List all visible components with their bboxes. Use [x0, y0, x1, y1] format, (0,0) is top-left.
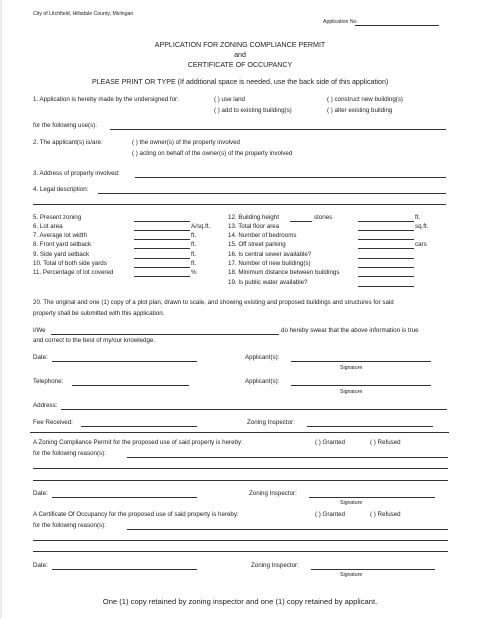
date-label-1: Date: — [33, 354, 48, 361]
applicant-name-field[interactable] — [51, 334, 279, 335]
permit-reasons-field-2[interactable] — [33, 468, 448, 469]
q1-use-field[interactable] — [110, 129, 446, 130]
permit-granted[interactable]: ( ) Granted — [315, 439, 345, 446]
form-subtitle: CERTIFICATE OF OCCUPANCY — [187, 61, 293, 69]
form-title-and: and — [234, 51, 246, 59]
applicant-label-1: Applicant(s): — [245, 354, 280, 361]
item-14-field[interactable] — [358, 239, 414, 240]
date-label-2: Date: — [33, 490, 48, 497]
permit-refused[interactable]: ( ) Refused — [370, 439, 401, 446]
item-6-unit: A/sq.ft. — [191, 223, 211, 230]
q1-option-use-land[interactable]: ( ) use land — [214, 96, 245, 103]
date-field-2[interactable] — [52, 497, 197, 498]
permit-reasons-field-3[interactable] — [33, 480, 448, 481]
address-field[interactable] — [61, 409, 447, 410]
date-field-1[interactable] — [52, 361, 197, 362]
applicant-label-2: Applicant(s): — [245, 378, 280, 385]
city-header: City of Litchfield, Hillsdale County, Michigan — [33, 11, 134, 17]
inspector-field-1[interactable] — [307, 426, 433, 427]
item-10-unit: ft. — [191, 260, 197, 267]
item-12-mid: stories — [314, 214, 333, 221]
item-17-label: 17. Number of new building(s) — [228, 260, 311, 267]
item-9-unit: ft. — [191, 251, 197, 258]
legal-description-field[interactable] — [98, 193, 446, 194]
item-12-label: 12. Building height — [228, 214, 279, 221]
item-16-label: 16. Is central sewer available? — [228, 251, 312, 258]
certificate-refused[interactable]: ( ) Refused — [370, 511, 401, 518]
item-5-label: 5. Present zoning — [33, 214, 82, 221]
item-11-unit: % — [191, 269, 197, 276]
item-7-label: 7. Average lot width — [33, 232, 87, 239]
oath-swear: do hereby swear that the above information is true — [281, 327, 419, 334]
address-label: Address: — [33, 402, 58, 409]
item-11-label: 11. Percentage of lot covered — [33, 269, 114, 276]
certificate-line: A Certificate Of Occupancy for the proposed use of said property is hereby: — [33, 511, 239, 518]
inspector-label-1: Zoning Inspector: — [247, 419, 295, 426]
signature-caption-2: Signature — [340, 389, 363, 395]
fee-field[interactable] — [81, 426, 197, 427]
permit-line: A Zoning Compliance Permit for the proposed use of said property is hereby: — [33, 439, 243, 446]
q2-label: 2. The applicant(s) is/are: — [33, 139, 103, 146]
certificate-reasons-label: for the following reason(s): — [33, 522, 106, 529]
q20-line2: property shall be submitted with this application. — [33, 310, 165, 317]
item-10-field[interactable] — [134, 267, 190, 268]
q3-label: 3. Address of property involved: — [33, 170, 120, 177]
item-12-stories-field[interactable] — [290, 221, 312, 222]
q2-option-owner[interactable]: ( ) the owner(s) of the property involved — [132, 139, 240, 146]
property-address-field[interactable] — [135, 177, 446, 178]
inspector-field-2[interactable] — [309, 497, 435, 498]
applicant-signature-field-2[interactable] — [291, 385, 431, 386]
item-13-unit: sq.ft. — [415, 223, 429, 230]
telephone-field[interactable] — [72, 385, 189, 386]
oath-correct: and correct to the best of my/our knowledge. — [33, 337, 156, 344]
q1-label: 1. Application is hereby made by the undersigned for: — [33, 96, 179, 103]
item-6-field[interactable] — [134, 230, 190, 231]
certificate-reasons-field-2[interactable] — [33, 540, 448, 541]
certificate-reasons-field-3[interactable] — [33, 551, 448, 552]
item-7-unit: ft. — [191, 232, 197, 239]
q2-option-behalf[interactable]: ( ) acting on behalf of the owner(s) of the property involved — [132, 150, 293, 157]
q4-label: 4. Legal description: — [33, 186, 89, 193]
item-12-unit: ft. — [415, 214, 421, 221]
section-divider — [30, 432, 449, 433]
legal-description-field-2[interactable] — [33, 204, 446, 205]
item-8-unit: ft. — [191, 241, 197, 248]
footer-note: One (1) copy retained by zoning inspector and one (1) copy retained by applicant. — [102, 597, 378, 606]
item-7-field[interactable] — [134, 239, 190, 240]
application-no-label: Application No. — [323, 19, 358, 25]
q1-option-construct[interactable]: ( ) construct new building(s) — [327, 96, 403, 103]
form-title: APPLICATION FOR ZONING COMPLIANCE PERMIT — [154, 41, 326, 49]
q20-line1: 20. The original and one (1) copy of a plot plan, drawn to scale, and showing existing and proposed buildings and structures for said — [33, 299, 394, 306]
applicant-signature-field-1[interactable] — [291, 361, 431, 362]
item-19-label: 19. Is public water available? — [228, 279, 308, 286]
q1-option-alter[interactable]: ( ) alter existing building — [327, 107, 393, 114]
item-17-field[interactable] — [358, 267, 414, 268]
fee-label: Fee Received: — [33, 419, 73, 426]
permit-reasons-field-1[interactable] — [127, 457, 448, 458]
telephone-label: Telephone: — [33, 378, 64, 385]
item-5-field[interactable] — [134, 221, 190, 222]
item-16-field[interactable] — [358, 258, 414, 259]
signature-caption-1: Signature — [340, 365, 363, 371]
inspector-label-3: Zoning Inspector: — [251, 562, 299, 569]
item-9-field[interactable] — [134, 258, 190, 259]
certificate-granted[interactable]: ( ) Granted — [315, 511, 345, 518]
application-no-field[interactable] — [355, 25, 439, 26]
item-19-field[interactable] — [358, 286, 414, 287]
item-18-label: 18. Minimum distance between buildings — [228, 269, 340, 276]
q1-following-label: for the following use(s): — [33, 122, 97, 129]
item-15-label: 15. Off street parking — [228, 241, 286, 248]
page-edge — [0, 0, 2, 619]
date-label-3: Date: — [33, 562, 48, 569]
inspector-label-2: Zoning Inspector: — [249, 490, 297, 497]
item-11-field[interactable] — [134, 276, 190, 277]
item-13-field[interactable] — [358, 230, 414, 231]
instructions: PLEASE PRINT OR TYPE (If additional space is needed, use the back side of this application) — [92, 78, 389, 86]
inspector-field-3[interactable] — [311, 569, 435, 570]
item-9-label: 9. Side yard setback — [33, 251, 90, 258]
item-15-unit: cars — [415, 241, 427, 248]
oath-iwe: I/We — [33, 327, 46, 334]
item-10-label: 10. Total of both side yards — [33, 260, 107, 267]
item-6-label: 6. Lot area — [33, 223, 63, 230]
permit-reasons-label: for the following reason(s): — [33, 450, 106, 457]
q1-option-add[interactable]: ( ) add to existing building(s) — [214, 107, 292, 114]
item-12-field[interactable] — [358, 221, 414, 222]
item-15-field[interactable] — [358, 248, 414, 249]
item-13-label: 13. Total floor area — [228, 223, 280, 230]
signature-caption-3: Signature — [340, 500, 363, 506]
date-field-3[interactable] — [52, 569, 197, 570]
item-8-field[interactable] — [134, 248, 190, 249]
certificate-reasons-field-1[interactable] — [127, 529, 448, 530]
item-8-label: 8. Front yard setback — [33, 241, 92, 248]
item-18-field[interactable] — [358, 276, 414, 277]
item-14-label: 14. Number of bedrooms — [228, 232, 297, 239]
signature-caption-4: Signature — [340, 572, 363, 578]
